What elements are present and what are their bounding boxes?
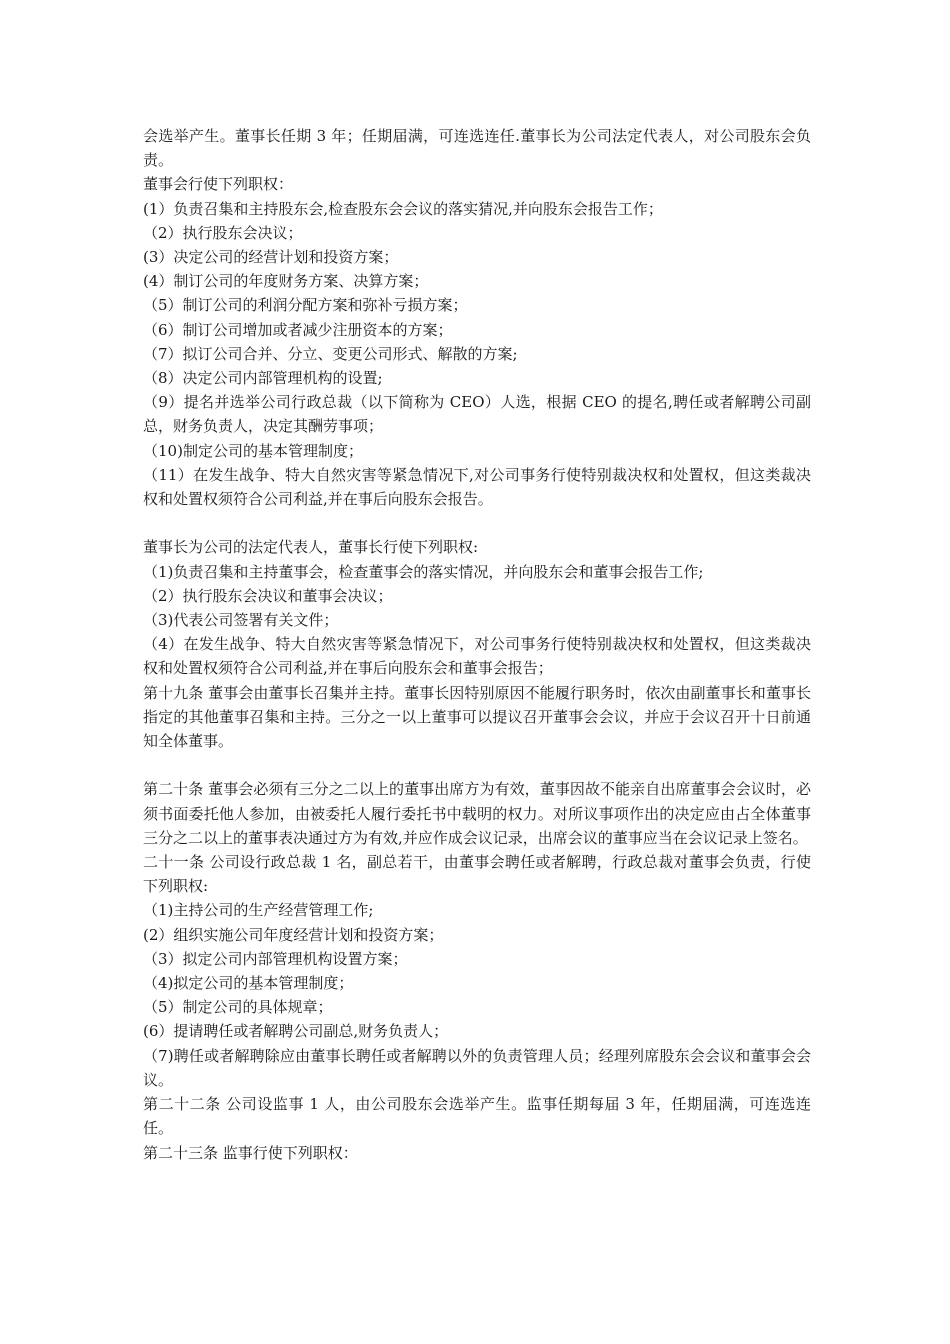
- list-item: （7)聘任或者解聘除应由董事长聘任或者解聘以外的负责管理人员；经理列席股东会会议和董事会会议。: [143, 1046, 811, 1089]
- paragraph-chairman-powers-heading: 董事长为公司的法定代表人，董事长行使下列职权:: [143, 538, 479, 557]
- list-item: （2）执行股东会决议和董事会决议；: [143, 586, 393, 605]
- list-item: （7）拟订公司合并、分立、变更公司形式、解散的方案;: [143, 344, 518, 363]
- list-item: （1)主持公司的生产经营管理工作;: [143, 901, 374, 920]
- list-item: （3)代表公司签署有关文件；: [143, 611, 339, 630]
- paragraph-board-powers-heading: 董事会行使下列职权：: [143, 175, 294, 194]
- blank-line: [143, 753, 811, 777]
- list-item: （11）在发生战争、特大自然灾害等紧急情况下,对公司事务行使特别裁决权和处置权，但这类裁决权和处置权须符合公司利益,并在事后向股东会报告。: [143, 465, 811, 509]
- list-item: （2）执行股东会决议；: [143, 223, 303, 242]
- list-item: （3）拟定公司内部管理机构设置方案；: [143, 949, 408, 968]
- list-item: (4）制订公司的年度财务方案、决算方案；: [143, 272, 429, 291]
- article-21: 二十一条 公司设行政总裁 1 名，副总若干，由董事会聘任或者解聘，行政总裁对董事会负责，行使下列职权:: [143, 853, 811, 896]
- list-item: （4）在发生战争、特大自然灾害等紧急情况下，对公司事务行使特别裁决权和处置权，但这类裁决权和处置权须符合公司利益,并在事后向股东会和董事会报告；: [143, 635, 811, 678]
- list-item: (1）负责召集和主持股东会,检查股东会会议的落实猜况,并向股东会报告工作；: [143, 199, 663, 218]
- list-item: （10)制定公司的基本管理制度；: [143, 441, 363, 460]
- list-item: （1)负责召集和主持董事会，检查董事会的落实情况，并向股东会和董事会报告工作;: [143, 562, 704, 581]
- list-item: （5）制定公司的具体规章；: [143, 998, 333, 1017]
- article-19: 第十九条 董事会由董事长召集并主持。董事长因特别原因不能履行职务时，依次由副董事长和董事长指定的其他董事召集和主持。三分之一以上董事可以提议召开董事会会议，并应于会议召开十日前通知全体董事。: [143, 683, 811, 751]
- paragraph-chairman-election: 会选举产生。董事长任期 3 年；任期届满，可连选连任.董事长为公司法定代表人，对公司股东会负责。: [143, 127, 811, 170]
- article-22: 第二十二条 公司设监事 1 人，由公司股东会选举产生。监事任期每届 3 年，任期届满，可连选连任。: [143, 1095, 811, 1138]
- document-body: [143, 124, 811, 1165]
- list-item: (2）组织实施公司年度经营计划和投资方案；: [143, 925, 444, 944]
- list-item: （8）决定公司内部管理机构的设置;: [143, 369, 383, 388]
- article-20: 第二十条 董事会必须有三分之二以上的董事出席方为有效，董事因故不能亲自出席董事会会议时，必须书面委托他人参加，由被委托人履行委托书中载明的权力。对所议事项作出的决定应由占全体董事三分之二以上的董事表决通过方为有效,并应作成会议记录，出席会议的董事应当在会议记录上签名。: [143, 780, 811, 847]
- article-23: 第二十三条 监事行使下列职权：: [143, 1143, 358, 1162]
- list-item: (6）提请聘任或者解聘公司副总,财务负责人；: [143, 1022, 449, 1041]
- list-item: （9）提名并选举公司行政总裁（以下简称为 CEO）人选，根据 CEO 的提名,聘任或者解聘公司副总，财务负责人，决定其酬劳事项；: [143, 393, 811, 436]
- list-item: （6）制订公司增加或者减少注册资本的方案；: [143, 320, 453, 339]
- list-item: (3）决定公司的经营计划和投资方案；: [143, 248, 399, 267]
- list-item: （5）制订公司的利润分配方案和弥补亏损方案；: [143, 296, 468, 315]
- blank-line: [143, 511, 811, 535]
- list-item: （4)拟定公司的基本管理制度；: [143, 974, 354, 993]
